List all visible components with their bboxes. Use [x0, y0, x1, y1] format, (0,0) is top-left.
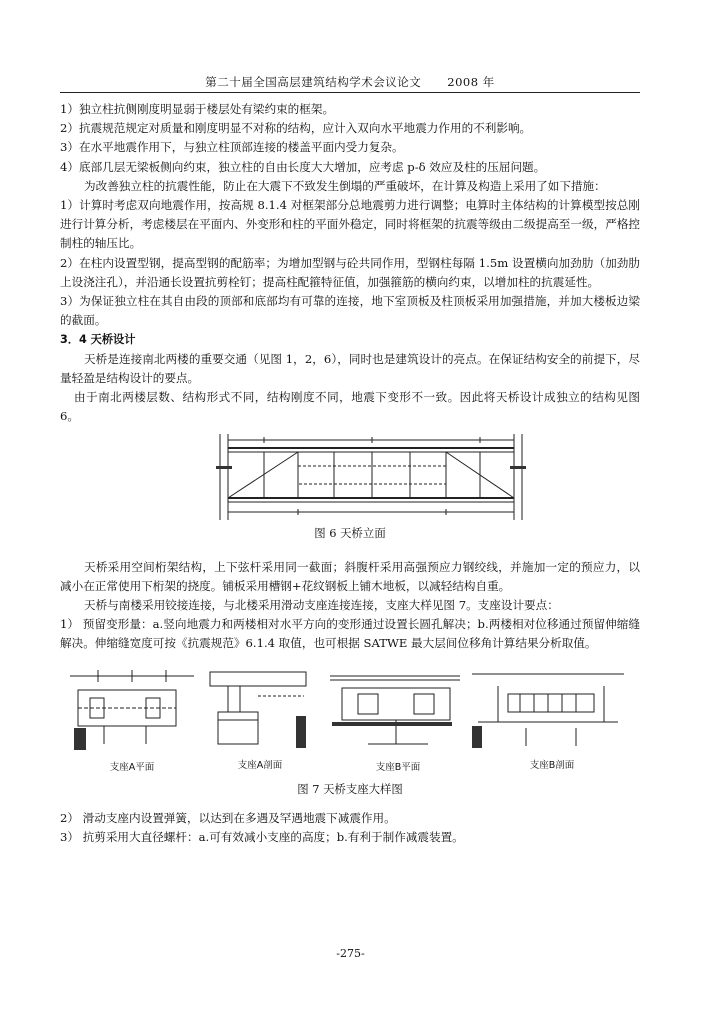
- bearing-a-plan-drawing: [70, 670, 194, 744]
- page-number: -275-: [336, 947, 365, 960]
- paragraph: 天桥与南楼采用铰接连接，与北楼采用滑动支座连接连接，支座大样见图 7。支座设计要点：: [84, 598, 559, 613]
- header-rule: [60, 92, 640, 93]
- fig7-label-a-section: 支座A剖面: [237, 759, 283, 771]
- paragraph: 由于南北两楼层数、结构形式不同，结构刚度不同，地震下变形不一致。因此将天桥设计成独立的结构见图 6。: [60, 390, 640, 424]
- paragraph: 1）计算时考虑双向地震作用，按高规 8.1.4 对框架部分总地震剪力进行调整；电算时主体结构的计算模型按总刚进行计算分析，考虑楼层在平面内、外变形和柱的平面外稳定，同时将框架的抗震等级由二级提高至一级，严格控制柱的轴压比。: [60, 198, 640, 251]
- running-header: [60, 74, 640, 90]
- fig7-label-b-plan: 支座B平面: [375, 761, 421, 773]
- section-heading: 3．4 天桥设计: [60, 333, 136, 347]
- figure-7-bearing-details: [68, 666, 628, 776]
- fig7-label-a-plan: 支座A平面: [109, 761, 155, 773]
- paragraph: 天桥是连接南北两楼的重要交通（见图 1，2，6），同时也是建筑设计的亮点。在保证结构安全的前提下，尽量轻盈是结构设计的要点。: [60, 351, 640, 385]
- paragraph: 1） 预留变形量：a.竖向地震力和两楼相对水平方向的变形通过设置长圆孔解决；b.两楼相对位移通过预留伸缩缝解决。伸缩缝宽度可按《抗震规范》6.1.4 取值，也可根据 SATWE 最大层间位移角计算结果分析取值。: [60, 617, 640, 651]
- bearing-b-section-drawing: [472, 674, 624, 746]
- header-title: 第二十届全国高层建筑结构学术会议论文: [205, 75, 422, 89]
- bearing-a-section-drawing: [210, 672, 306, 744]
- paragraph: 2）抗震规范规定对质量和刚度明显不对称的结构，应计入双向水平地震力作用的不利影响。: [60, 121, 532, 136]
- header-year: 2008 年: [447, 75, 495, 89]
- figure-6-caption: 图 6 天桥立面: [314, 526, 386, 541]
- paragraph: 3）为保证独立柱在其自由段的顶部和底部均有可靠的连接，地下室顶板及柱顶板采用加强措施，并加大楼板边梁的截面。: [60, 294, 640, 328]
- fig7-label-b-section: 支座B剖面: [529, 759, 575, 771]
- paragraph: 为改善独立柱的抗震性能，防止在大震下不致发生倒塌的严重破坏，在计算及构造上采用了如下措施：: [84, 178, 606, 193]
- paragraph: 1）独立柱抗侧刚度明显弱于楼层处有梁约束的框架。: [60, 102, 335, 116]
- paragraph: 3）在水平地震作用下，与独立柱顶部连接的楼盖平面内受力复杂。: [60, 140, 404, 155]
- figure-7-caption: 图 7 天桥支座大样图: [297, 781, 403, 796]
- paragraph: 2）在柱内设置型钢，提高型钢的配筋率；为增加型钢与砼共同作用，型钢柱每隔 1.5m 设置横向加劲肋（加劲肋上设浇注孔），并沿通长设置抗剪栓钉；提高柱配箍特征值，加强箍筋的横向约束，以增加柱的抗震延性。: [60, 255, 640, 289]
- body-text: [60, 100, 640, 847]
- bearing-b-plan-drawing: [330, 676, 460, 744]
- figure-6-bridge-elevation: [214, 434, 530, 520]
- paragraph: 天桥采用空间桁架结构，上下弦杆采用同一截面；斜腹杆采用高强预应力钢绞线，并施加一定的预应力，以减小在正常使用下桁架的挠度。铺板采用槽钢+花纹钢板上铺木地板，以减轻结构自重。: [60, 559, 640, 593]
- paragraph: 4）底部几层无梁板侧向约束，独立柱的自由长度大大增加，应考虑 p-δ 效应及柱的压屈问题。: [60, 159, 546, 174]
- paragraph: 2） 滑动支座内设置弹簧，以达到在多遇及罕遇地震下减震作用。: [60, 810, 396, 825]
- paragraph: 3） 抗剪采用大直径螺杆：a.可有效减小支座的高度；b.有利于制作减震装置。: [60, 830, 464, 845]
